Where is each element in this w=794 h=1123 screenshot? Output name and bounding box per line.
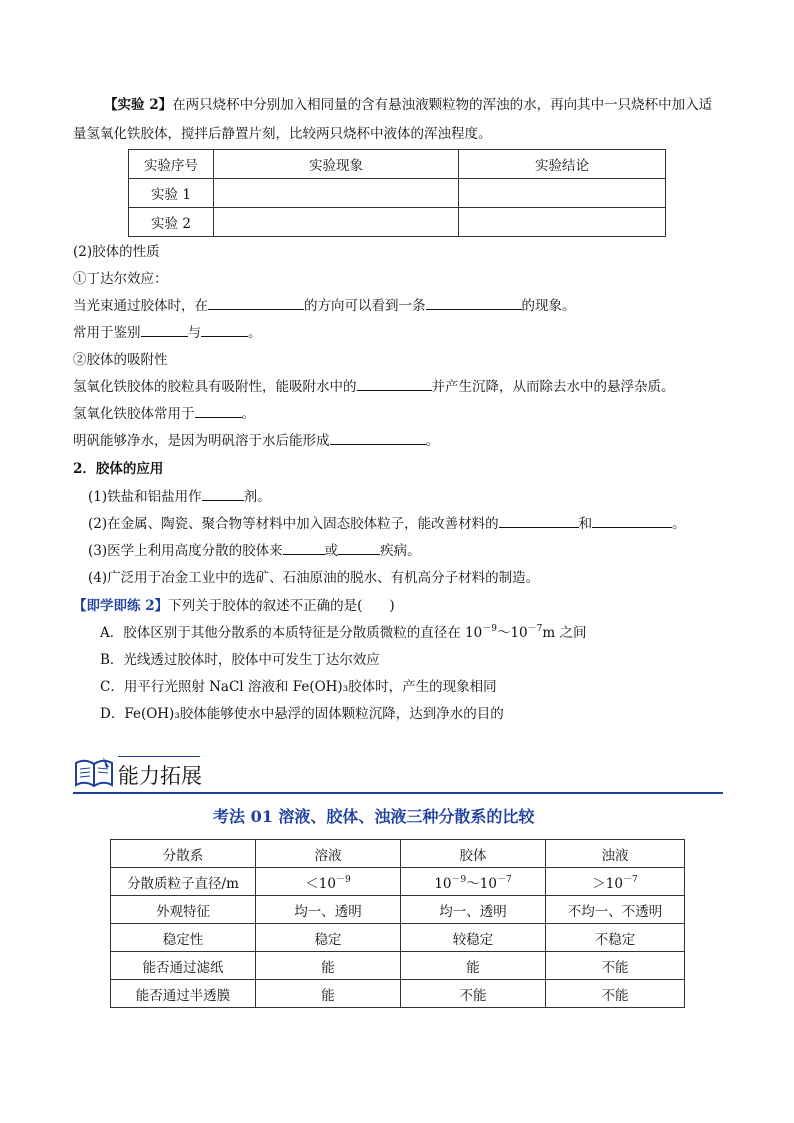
fill-blank[interactable] bbox=[426, 295, 522, 310]
text: 与 bbox=[187, 325, 201, 341]
table-cell: 不能 bbox=[546, 952, 685, 980]
blank-cell[interactable] bbox=[459, 179, 666, 208]
header-cell: 浊液 bbox=[546, 840, 685, 868]
superscript: －9 bbox=[451, 874, 467, 885]
text: ～10 bbox=[496, 625, 528, 641]
section-divider bbox=[73, 792, 723, 794]
table-header-row bbox=[129, 150, 666, 179]
table-header-row bbox=[111, 840, 685, 868]
table-row bbox=[111, 896, 685, 924]
application-item-4: (4)广泛用于冶金工业中的选矿、石油原油的脱水、有机高分子材料的制造。 bbox=[88, 570, 540, 586]
method-title: 考法 01 溶液、胶体、浊液三种分散系的比较 bbox=[213, 807, 535, 826]
superscript: －7 bbox=[622, 874, 638, 885]
header-cell: 分散系 bbox=[111, 840, 256, 868]
text: A．胶体区别于其他分散系的本质特征是分散质微粒的直径在 10 bbox=[100, 625, 483, 641]
application-item-2 bbox=[88, 512, 686, 532]
superscript: －7 bbox=[496, 874, 512, 885]
table-cell: 能 bbox=[256, 952, 401, 980]
text: 并产生沉降，从而除去水中的悬浮杂质。 bbox=[431, 379, 675, 395]
application-item-3 bbox=[88, 539, 421, 559]
table-cell bbox=[546, 868, 685, 896]
applications-heading: 2．胶体的应用 bbox=[73, 461, 164, 477]
superscript: －9 bbox=[335, 874, 351, 885]
text: 。 bbox=[672, 516, 686, 532]
fill-blank[interactable] bbox=[202, 486, 244, 501]
text: ～10 bbox=[466, 875, 497, 892]
text: 。 bbox=[241, 406, 255, 422]
text: 明矾能够净水，是因为明矾溶于水后能形成 bbox=[73, 433, 330, 449]
fill-blank[interactable] bbox=[330, 430, 426, 445]
table-row bbox=[111, 980, 685, 1008]
text: 的现象。 bbox=[521, 298, 576, 314]
table-cell: 均一、透明 bbox=[401, 896, 546, 924]
superscript: －9 bbox=[482, 624, 497, 634]
text: 。 bbox=[248, 325, 262, 341]
table-cell: 不稳定 bbox=[546, 924, 685, 952]
practice-tag: 【即学即练 2】 bbox=[73, 598, 169, 614]
header-cell: 溶液 bbox=[256, 840, 401, 868]
table-row bbox=[111, 952, 685, 980]
text: 和 bbox=[578, 516, 593, 532]
usage-sentence bbox=[73, 402, 255, 422]
comparison-table bbox=[110, 839, 685, 1008]
application-item-1 bbox=[88, 485, 271, 505]
table-row bbox=[129, 179, 666, 208]
text: 常用于鉴别 bbox=[73, 325, 141, 341]
open-book-icon bbox=[73, 755, 115, 789]
table-row bbox=[111, 924, 685, 952]
row-label: 分散质粒子直径/m bbox=[111, 868, 256, 896]
fill-blank[interactable] bbox=[357, 376, 432, 391]
text: 当光束通过胶体时，在 bbox=[73, 298, 208, 314]
text: 氢氧化铁胶体的胶粒具有吸附性，能吸附水中的 bbox=[73, 379, 357, 395]
fill-blank[interactable] bbox=[592, 513, 672, 528]
tyndall-use-sentence bbox=[73, 321, 262, 341]
text: (2)在金属、陶瓷、聚合物等材料中加入固态胶体粒子，能改善材料的 bbox=[88, 516, 499, 532]
blank-cell[interactable] bbox=[214, 179, 459, 208]
table-cell bbox=[401, 868, 546, 896]
table-cell: 不均一、不透明 bbox=[546, 896, 685, 924]
tyndall-title: ①丁达尔效应： bbox=[73, 271, 168, 287]
header-cell: 实验现象 bbox=[214, 150, 459, 179]
fill-blank[interactable] bbox=[499, 513, 579, 528]
section-underline-short bbox=[118, 756, 200, 757]
text: (1)铁盐和铝盐用作 bbox=[88, 489, 202, 505]
fill-blank[interactable] bbox=[208, 295, 304, 310]
table-row bbox=[129, 208, 666, 237]
question-text: 下列关于胶体的叙述不正确的是( ) bbox=[168, 598, 395, 614]
text: 或 bbox=[324, 543, 339, 559]
text: (3)医学上利用高度分散的胶体来 bbox=[88, 543, 283, 559]
row-label: 实验 1 bbox=[129, 179, 214, 208]
superscript: －7 bbox=[527, 624, 543, 634]
table-cell: 稳定 bbox=[256, 924, 401, 952]
option-d[interactable]: D．Fe(OH)₃胶体能够使水中悬浮的固体颗粒沉降，达到净水的目的 bbox=[100, 706, 504, 722]
row-label: 能否通过半透膜 bbox=[111, 980, 256, 1008]
text: m 之间 bbox=[542, 625, 587, 641]
header-cell: 胶体 bbox=[401, 840, 546, 868]
table-cell: 不能 bbox=[401, 980, 546, 1008]
experiment-2-tag: 【实验 2】 bbox=[104, 97, 173, 113]
table-cell: 较稳定 bbox=[401, 924, 546, 952]
table-cell: 均一、透明 bbox=[256, 896, 401, 924]
text: 氢氧化铁胶体常用于 bbox=[73, 406, 195, 422]
experiment-2-paragraph bbox=[104, 93, 712, 113]
text: ＜10 bbox=[305, 875, 336, 892]
blank-cell[interactable] bbox=[459, 208, 666, 237]
experiment-2-line1: 在两只烧杯中分别加入相同量的含有悬浊液颗粒物的浑浊的水，再向其中一只烧杯中加入适 bbox=[172, 97, 713, 113]
option-c[interactable]: C．用平行光照射 NaCl 溶液和 Fe(OH)₃胶体时，产生的现象相同 bbox=[100, 679, 497, 695]
alum-sentence bbox=[73, 429, 439, 449]
header-cell: 实验结论 bbox=[459, 150, 666, 179]
fill-blank[interactable] bbox=[201, 322, 248, 337]
text: ＞10 bbox=[592, 875, 623, 892]
row-label: 稳定性 bbox=[111, 924, 256, 952]
text: 10 bbox=[434, 875, 452, 892]
tyndall-sentence bbox=[73, 294, 576, 314]
text: 剂。 bbox=[243, 489, 271, 505]
fill-blank[interactable] bbox=[283, 540, 325, 555]
adsorption-sentence bbox=[73, 375, 675, 395]
row-label: 实验 2 bbox=[129, 208, 214, 237]
experiment-table bbox=[128, 149, 666, 237]
row-label: 能否通过滤纸 bbox=[111, 952, 256, 980]
table-cell: 能 bbox=[256, 980, 401, 1008]
blank-cell[interactable] bbox=[214, 208, 459, 237]
text: 。 bbox=[425, 433, 439, 449]
fill-blank[interactable] bbox=[195, 403, 242, 418]
table-row bbox=[111, 868, 685, 896]
fill-blank[interactable] bbox=[338, 540, 380, 555]
experiment-2-line2: 量氢氧化铁胶体，搅拌后静置片刻，比较两只烧杯中液体的浑浊程度。 bbox=[73, 126, 492, 142]
practice-question bbox=[73, 594, 395, 614]
table-cell: 不能 bbox=[546, 980, 685, 1008]
header-cell: 实验序号 bbox=[129, 150, 214, 179]
section-title: 能力拓展 bbox=[118, 764, 202, 788]
row-label: 外观特征 bbox=[111, 896, 256, 924]
fill-blank[interactable] bbox=[141, 322, 188, 337]
adsorption-title: ②胶体的吸附性 bbox=[73, 352, 168, 368]
text: 疾病。 bbox=[380, 543, 421, 559]
table-cell: 能 bbox=[401, 952, 546, 980]
option-b[interactable]: B．光线透过胶体时，胶体中可发生丁达尔效应 bbox=[100, 652, 380, 668]
table-cell bbox=[256, 868, 401, 896]
properties-heading: (2)胶体的性质 bbox=[73, 244, 160, 260]
text: 的方向可以看到一条 bbox=[304, 298, 426, 314]
option-a[interactable] bbox=[100, 621, 586, 641]
